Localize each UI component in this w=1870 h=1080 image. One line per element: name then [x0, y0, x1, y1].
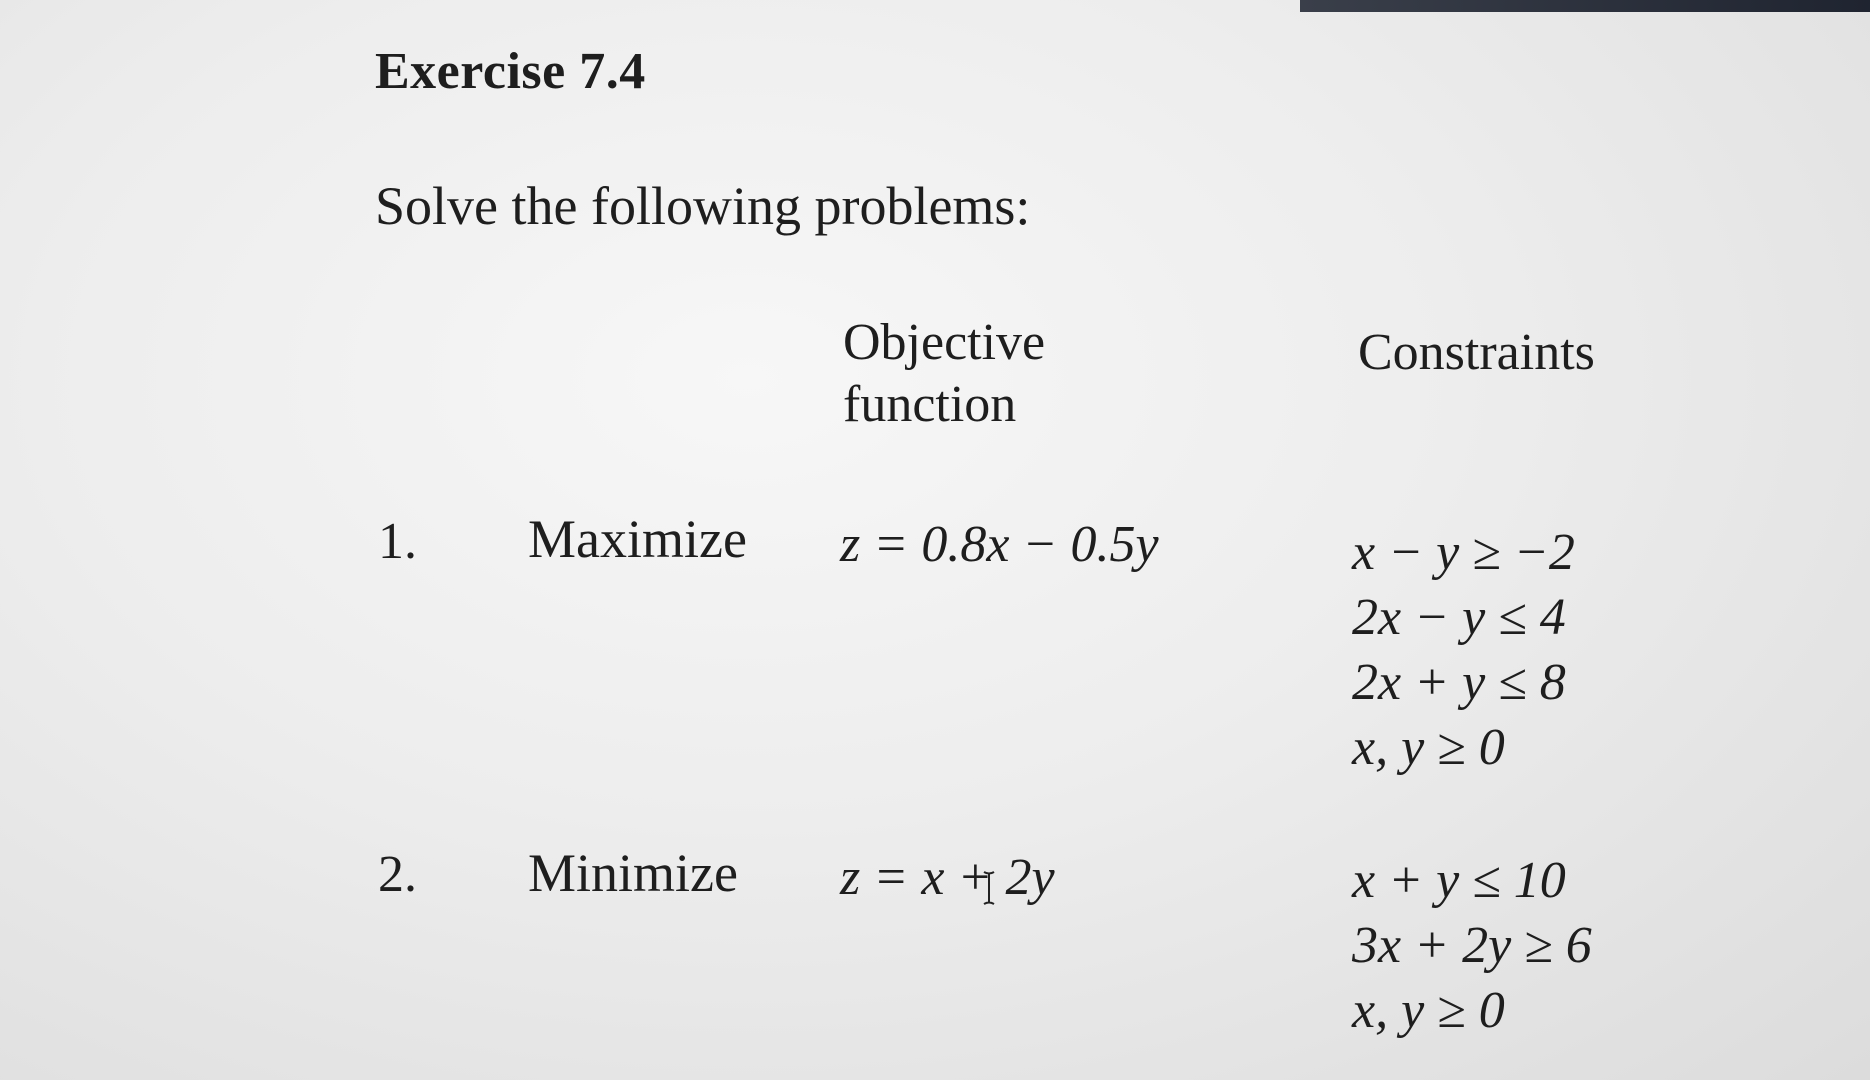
- instructions-text: Solve the following problems:: [375, 176, 1031, 236]
- objective-function-header: [843, 312, 1045, 436]
- exercise-title: Exercise 7.4: [375, 43, 646, 100]
- constraint-line: 3x + 2y ≥ 6: [1352, 917, 1592, 974]
- problem-1-constraints: [1352, 520, 1575, 780]
- problem-2-constraints: [1352, 848, 1592, 1043]
- problem-2-number: 2.: [378, 846, 417, 903]
- constraint-line: 2x − y ≤ 4: [1352, 589, 1566, 646]
- problem-2-objective: z = x + 2y: [840, 849, 1055, 906]
- problem-1-number: 1.: [378, 513, 417, 570]
- text-cursor-icon: [982, 870, 996, 906]
- problem-1-objective: z = 0.8x − 0.5y: [840, 516, 1159, 573]
- problem-1-action: Maximize: [528, 509, 747, 569]
- objective-header-line1: Objective: [843, 314, 1046, 371]
- constraint-line: x + y ≤ 10: [1352, 852, 1566, 909]
- objective-header-line2: function: [843, 376, 1017, 433]
- constraint-line: x − y ≥ −2: [1352, 524, 1575, 581]
- constraint-line: x, y ≥ 0: [1352, 982, 1505, 1039]
- problem-2-action: Minimize: [528, 843, 738, 903]
- constraint-line: 2x + y ≤ 8: [1352, 654, 1566, 711]
- constraint-line: x, y ≥ 0: [1352, 719, 1505, 776]
- constraints-header: Constraints: [1358, 324, 1595, 381]
